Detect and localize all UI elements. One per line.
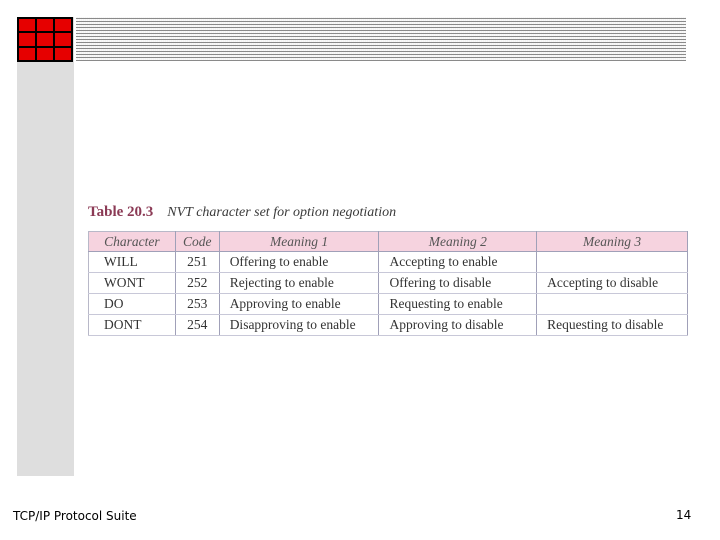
table-row bbox=[89, 294, 688, 315]
cell-meaning-3: Accepting to disable bbox=[537, 273, 688, 294]
cell-character: DO bbox=[89, 294, 176, 315]
cell-code: 252 bbox=[175, 273, 219, 294]
cell-code: 253 bbox=[175, 294, 219, 315]
cell-meaning-3 bbox=[537, 252, 688, 273]
cell-meaning-2: Requesting to enable bbox=[379, 294, 537, 315]
table-header-row bbox=[89, 232, 688, 252]
header-pattern-band bbox=[76, 17, 686, 61]
table-caption bbox=[88, 203, 396, 221]
cell-meaning-2: Approving to disable bbox=[379, 315, 537, 336]
cell-meaning-2: Accepting to enable bbox=[379, 252, 537, 273]
cell-meaning-2: Offering to disable bbox=[379, 273, 537, 294]
cell-code: 251 bbox=[175, 252, 219, 273]
header-meaning-2: Meaning 2 bbox=[379, 232, 537, 252]
table-caption-label: Table 20.3 bbox=[88, 204, 154, 220]
cell-character: WILL bbox=[89, 252, 176, 273]
cell-meaning-1: Rejecting to enable bbox=[219, 273, 379, 294]
nvt-option-table bbox=[88, 231, 688, 336]
footer-page-number: 14 bbox=[676, 508, 692, 522]
cell-code: 254 bbox=[175, 315, 219, 336]
table-row bbox=[89, 273, 688, 294]
header-meaning-3: Meaning 3 bbox=[537, 232, 688, 252]
cell-meaning-3: Requesting to disable bbox=[537, 315, 688, 336]
header-character: Character bbox=[89, 232, 176, 252]
table-row bbox=[89, 315, 688, 336]
cell-meaning-3 bbox=[537, 294, 688, 315]
slide-sidebar bbox=[17, 17, 74, 476]
header-meaning-1: Meaning 1 bbox=[219, 232, 379, 252]
table-row bbox=[89, 252, 688, 273]
table-caption-title: NVT character set for option negotiation bbox=[167, 205, 397, 220]
cell-meaning-1: Approving to enable bbox=[219, 294, 379, 315]
cell-meaning-1: Offering to enable bbox=[219, 252, 379, 273]
cell-meaning-1: Disapproving to enable bbox=[219, 315, 379, 336]
cell-character: DONT bbox=[89, 315, 176, 336]
grid-logo-icon bbox=[17, 17, 73, 62]
cell-character: WONT bbox=[89, 273, 176, 294]
footer-course-title: TCP/IP Protocol Suite bbox=[13, 509, 137, 523]
header-code: Code bbox=[175, 232, 219, 252]
